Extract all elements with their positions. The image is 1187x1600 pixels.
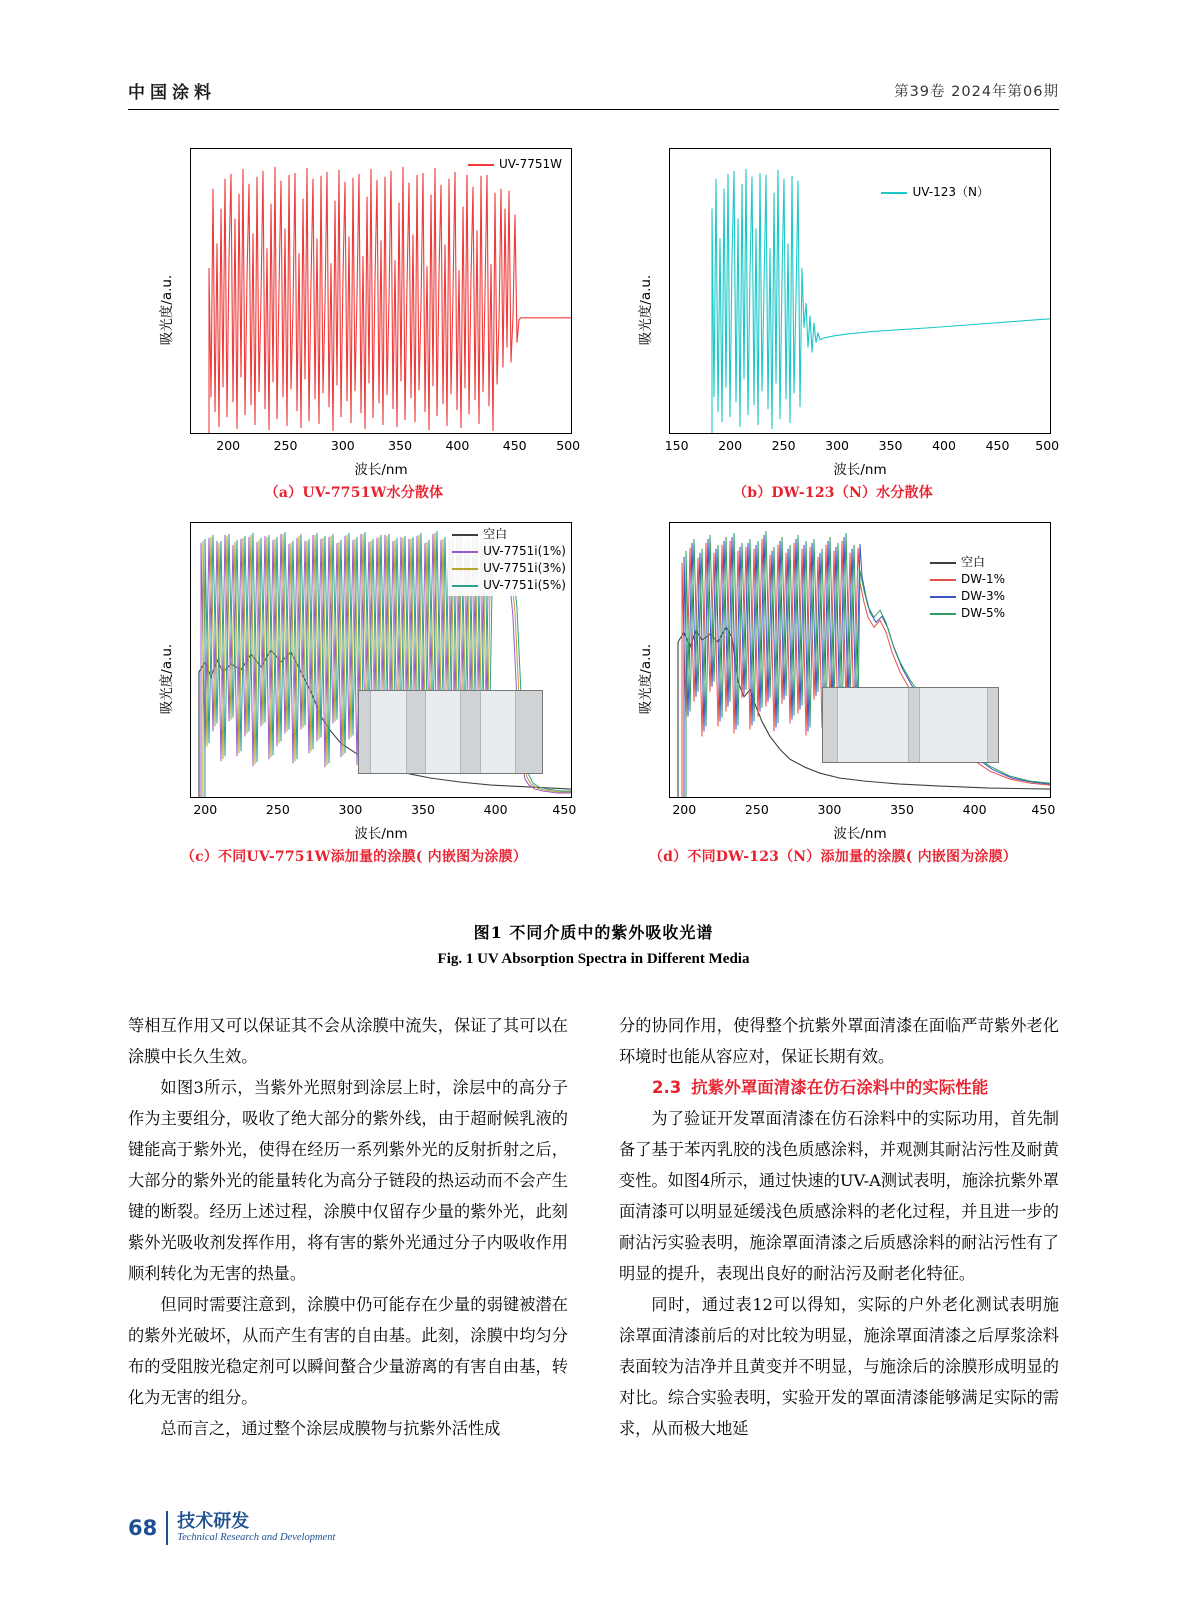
legend-label: UV-7751W: [498, 157, 562, 171]
legend-swatch-icon: [881, 192, 907, 194]
legend-swatch-icon: [452, 568, 478, 570]
legend-swatch-icon: [452, 551, 478, 553]
figure-title: [128, 920, 1059, 968]
panel-caption-a: （a）UV-7751W水分散体: [264, 485, 444, 501]
x-tick: 350: [388, 438, 413, 453]
footer-label-en: Technical Research and Development: [177, 1532, 336, 1543]
figure-block: [128, 140, 1059, 866]
journal-name: 中国涂料: [128, 83, 216, 103]
body-columns: [128, 1010, 1059, 1444]
legend-label: UV-7751i(1%): [483, 544, 566, 558]
header-divider: [128, 109, 1059, 110]
footer-divider: [166, 1511, 168, 1545]
panel-caption-b: （b）DW-123（N）水分散体: [733, 485, 933, 501]
paragraph: 总而言之，通过整个涂层成膜物与抗紫外活性成: [160, 1419, 501, 1438]
legend-d: [926, 552, 1009, 624]
figure-panel-a: [128, 140, 580, 502]
legend-label: DW-3%: [961, 589, 1005, 603]
figure-panel-c: [128, 514, 580, 866]
legend-label: UV-7751i(5%): [483, 578, 566, 592]
legend-b: [877, 182, 993, 203]
x-tick: 450: [502, 438, 527, 453]
x-tick: 200: [672, 802, 697, 817]
legend-item: [452, 577, 566, 594]
x-ticks-c: [190, 802, 577, 818]
legend-swatch-icon: [452, 534, 478, 536]
x-axis-label-b: 波长/nm: [833, 462, 887, 478]
x-tick: 250: [265, 802, 290, 817]
legend-item: [930, 554, 1005, 571]
page-number: 68: [128, 1516, 158, 1540]
issue-info: 第39卷 2024年第06期: [894, 84, 1059, 100]
section-heading: [619, 1072, 1059, 1103]
x-tick: 250: [744, 802, 769, 817]
plot-b: [607, 140, 1059, 480]
x-tick: 300: [817, 802, 842, 817]
legend-item: [930, 588, 1005, 605]
legend-label: 空白: [961, 555, 986, 569]
figure-panel-b: [607, 140, 1059, 502]
x-ticks-b: [664, 438, 1060, 454]
legend-a: [464, 154, 566, 175]
legend-swatch-icon: [930, 579, 956, 581]
figure-panel-d: [607, 514, 1059, 866]
film-strip: [370, 691, 407, 773]
figure-title-cn: 图1 不同介质中的紫外吸收光谱: [473, 923, 714, 942]
x-tick: 300: [338, 802, 363, 817]
x-tick: 500: [556, 438, 581, 453]
x-axis-label-d: 波长/nm: [833, 826, 887, 842]
x-tick: 450: [1031, 802, 1056, 817]
y-axis-label-a: 吸光度/a.u.: [159, 274, 176, 346]
legend-label: DW-1%: [961, 572, 1005, 586]
paragraph: 为了验证开发罩面清漆在仿石涂料中的实际功用，首先制备了基于苯丙乳胶的浅色质感涂料，并观测其耐沾污性及耐黄变性。如图4所示，通过快速的UV-A测试表明，施涂抗紫外罩面清漆可以明显延缓浅色质感涂料的老化过程，并且进一步的耐沾污实验表明，施涂罩面清漆之后质感涂料的耐沾污性有了明显的提升，表现出良好的耐沾污及耐老化特征。: [619, 1109, 1059, 1283]
x-tick: 200: [193, 802, 218, 817]
legend-label: 空白: [483, 527, 508, 541]
legend-c: [448, 524, 570, 596]
legend-swatch-icon: [452, 585, 478, 587]
plot-d: [607, 514, 1059, 844]
x-tick: 400: [932, 438, 956, 453]
legend-item: [881, 184, 989, 201]
y-axis-label-b: 吸光度/a.u.: [638, 274, 655, 346]
y-axis-label-c: 吸光度/a.u.: [159, 643, 176, 715]
figure-row-top: [128, 140, 1059, 502]
legend-label: DW-5%: [961, 606, 1005, 620]
legend-swatch-icon: [930, 562, 956, 564]
x-tick: 400: [962, 802, 987, 817]
panel-caption-c: （c）不同UV-7751W添加量的涂膜( 内嵌图为涂膜）: [180, 849, 528, 865]
footer-label-cn: 技术研发: [177, 1511, 250, 1532]
section-title: 抗紫外罩面清漆在仿石涂料中的实际性能: [691, 1078, 989, 1097]
legend-swatch-icon: [468, 164, 494, 166]
x-tick: 350: [890, 802, 914, 817]
figure-row-bottom: [128, 514, 1059, 866]
panel-caption-d: （d）不同DW-123（N）添加量的涂膜( 内嵌图为涂膜）: [648, 849, 1017, 865]
plot-c: [128, 514, 580, 844]
x-tick: 250: [273, 438, 298, 453]
legend-swatch-icon: [930, 613, 956, 615]
x-tick: 300: [330, 438, 355, 453]
coating-film-photo-inset-c: [358, 690, 542, 774]
page-footer: [128, 1511, 335, 1545]
x-axis-label-a: 波长/nm: [354, 462, 408, 478]
column-left: [128, 1010, 568, 1444]
x-tick: 500: [1035, 438, 1060, 453]
x-tick: 200: [718, 438, 743, 453]
x-tick: 400: [445, 438, 470, 453]
legend-item: [452, 526, 566, 543]
x-tick: 250: [771, 438, 796, 453]
footer-label: [177, 1512, 335, 1544]
y-axis-label-d: 吸光度/a.u.: [638, 643, 655, 715]
legend-item: [452, 543, 566, 560]
film-strip: [919, 688, 987, 762]
figure-title-en: Fig. 1 UV Absorption Spectra in Different Media: [437, 951, 750, 967]
film-strip: [425, 691, 462, 773]
plot-area-a: [190, 148, 572, 434]
x-tick: 350: [878, 438, 903, 453]
legend-item: [452, 560, 566, 577]
paragraph: 分的协同作用，使得整个抗紫外罩面清漆在面临严苛紫外老化环境时也能从容应对，保证长期有效。: [619, 1016, 1059, 1066]
x-tick: 400: [483, 802, 508, 817]
x-axis-label-c: 波长/nm: [354, 826, 408, 842]
legend-item: [930, 571, 1005, 588]
x-tick: 350: [411, 802, 435, 817]
paragraph: 同时，通过表12可以得知，实际的户外老化测试表明施涂罩面清漆前后的对比较为明显，施涂罩面清漆之后厚浆涂料表面较为洁净并且黄变并不明显，与施涂后的涂膜形成明显的对比。综合实验表明，实验开发的罩面清漆能够满足实际的需求，从而极大地延: [619, 1295, 1059, 1438]
column-right: [619, 1010, 1059, 1444]
x-ticks-a: [190, 438, 581, 454]
legend-item: [468, 156, 562, 173]
x-tick: 450: [985, 438, 1010, 453]
x-tick: 150: [664, 438, 689, 453]
film-strip: [480, 691, 517, 773]
legend-label: UV-123（N）: [912, 185, 989, 199]
x-tick: 200: [216, 438, 241, 453]
legend-swatch-icon: [930, 596, 956, 598]
running-head: [128, 78, 1059, 114]
paragraph: 等相互作用又可以保证其不会从涂膜中流失，保证了其可以在涂膜中长久生效。: [128, 1016, 568, 1066]
paragraph: 但同时需要注意到，涂膜中仍可能存在少量的弱键被潜在的紫外光破坏，从而产生有害的自由基。此刻，涂膜中均匀分布的受阻胺光稳定剂可以瞬间螯合少量游离的有害自由基，转化为无害的组分。: [128, 1295, 568, 1407]
plot-area-b: [669, 148, 1051, 434]
section-number: 2.3: [652, 1078, 682, 1097]
legend-label: UV-7751i(3%): [483, 561, 566, 575]
coating-film-photo-inset-d: [822, 687, 999, 763]
film-strip: [837, 688, 909, 762]
x-ticks-d: [669, 802, 1056, 818]
plot-a: [128, 140, 580, 480]
x-tick: 300: [825, 438, 850, 453]
legend-item: [930, 605, 1005, 622]
x-tick: 450: [552, 802, 577, 817]
paragraph: 如图3所示，当紫外光照射到涂层上时，涂层中的高分子作为主要组分，吸收了绝大部分的紫外线，由于超耐候乳液的键能高于紫外光，使得在经历一系列紫外光的反射折射之后，大部分的紫外光的能量转化为高分子链段的热运动而不会产生键的断裂。经历上述过程，涂膜中仅留存少量的紫外光，此刻紫外光吸收剂发挥作用，将有害的紫外光通过分子内吸收作用顺利转化为无害的热量。: [128, 1078, 568, 1283]
